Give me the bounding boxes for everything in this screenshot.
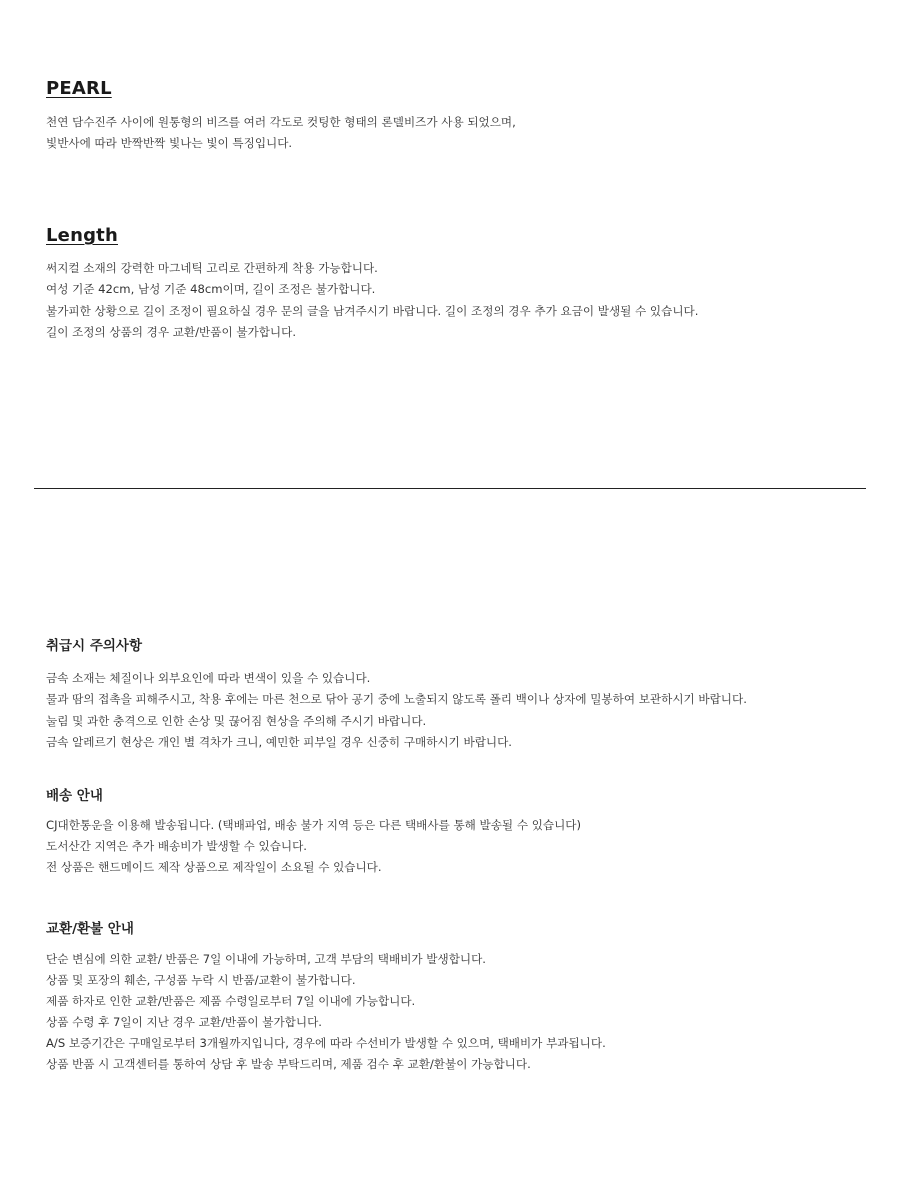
exchange-heading: 교환/환불 안내 — [46, 921, 134, 937]
exchange-line: 상품 반품 시 고객센터를 통하여 상담 후 발송 부탁드리며, 제품 검수 후 교환/환불이 가능합니다. — [46, 1057, 531, 1071]
length-line: 불가피한 상황으로 길이 조정이 필요하실 경우 문의 글을 남겨주시기 바랍니다. 길이 조정의 경우 추가 요금이 발생될 수 있습니다. — [46, 303, 699, 318]
shipping-line: 도서산간 지역은 추가 배송비가 발생할 수 있습니다. — [46, 839, 307, 853]
pearl-line: 빛반사에 따라 반짝반짝 빛나는 빛이 특징입니다. — [46, 136, 293, 151]
pearl-heading: PEARL — [46, 78, 112, 99]
care-line: 물과 땀의 접촉을 피해주시고, 착용 후에는 마른 천으로 닦아 공기 중에 노출되지 않도록 폴리 백이나 상자에 밀봉하여 보관하시기 바랍니다. — [46, 692, 747, 707]
length-line: 여성 기준 42cm, 남성 기준 48cm이며, 길이 조정은 불가합니다. — [46, 282, 376, 297]
section-divider — [34, 488, 866, 489]
pearl-line: 천연 담수진주 사이에 원통형의 비즈를 여러 각도로 컷팅한 형태의 론델비즈가 사용 되었으며, — [46, 115, 516, 129]
exchange-line: A/S 보증기간은 구매일로부터 3개월까지입니다, 경우에 따라 수선비가 발생할 수 있으며, 택배비가 부과됩니다. — [46, 1036, 606, 1050]
length-line: 길이 조정의 상품의 경우 교환/반품이 불가합니다. — [46, 324, 297, 339]
shipping-line: 전 상품은 핸드메이드 제작 상품으로 제작일이 소요될 수 있습니다. — [46, 860, 382, 874]
exchange-line: 상품 및 포장의 훼손, 구성품 누락 시 반품/교환이 불가합니다. — [46, 973, 356, 987]
length-line: 써지컬 소재의 강력한 마그네틱 고리로 간편하게 착용 가능합니다. — [46, 261, 378, 275]
care-list — [46, 668, 747, 753]
shipping-line: CJ대한통운을 이용해 발송됩니다. (택배파업, 배송 불가 지역 등은 다른 택배사를 통해 발송될 수 있습니다) — [46, 818, 582, 832]
shipping-list — [46, 815, 581, 878]
exchange-line: 제품 하자로 인한 교환/반품은 제품 수령일로부터 7일 이내에 가능합니다. — [46, 994, 416, 1008]
care-line: 금속 소재는 체질이나 외부요인에 따라 변색이 있을 수 있습니다. — [46, 671, 371, 685]
pearl-description — [46, 112, 516, 155]
exchange-list — [46, 949, 606, 1075]
length-heading: Length — [46, 225, 118, 246]
care-line: 금속 알레르기 현상은 개인 별 격차가 크니, 예민한 피부일 경우 신중히 구매하시기 바랍니다. — [46, 734, 512, 749]
shipping-heading: 배송 안내 — [46, 788, 103, 804]
exchange-line: 상품 수령 후 7일이 지난 경우 교환/반품이 불가합니다. — [46, 1015, 322, 1029]
length-description — [46, 258, 698, 343]
care-heading: 취급시 주의사항 — [46, 638, 142, 654]
exchange-line: 단순 변심에 의한 교환/ 반품은 7일 이내에 가능하며, 고객 부담의 택배비가 발생합니다. — [46, 952, 486, 966]
care-line: 눌림 및 과한 충격으로 인한 손상 및 끊어짐 현상을 주의해 주시기 바랍니다. — [46, 713, 427, 728]
